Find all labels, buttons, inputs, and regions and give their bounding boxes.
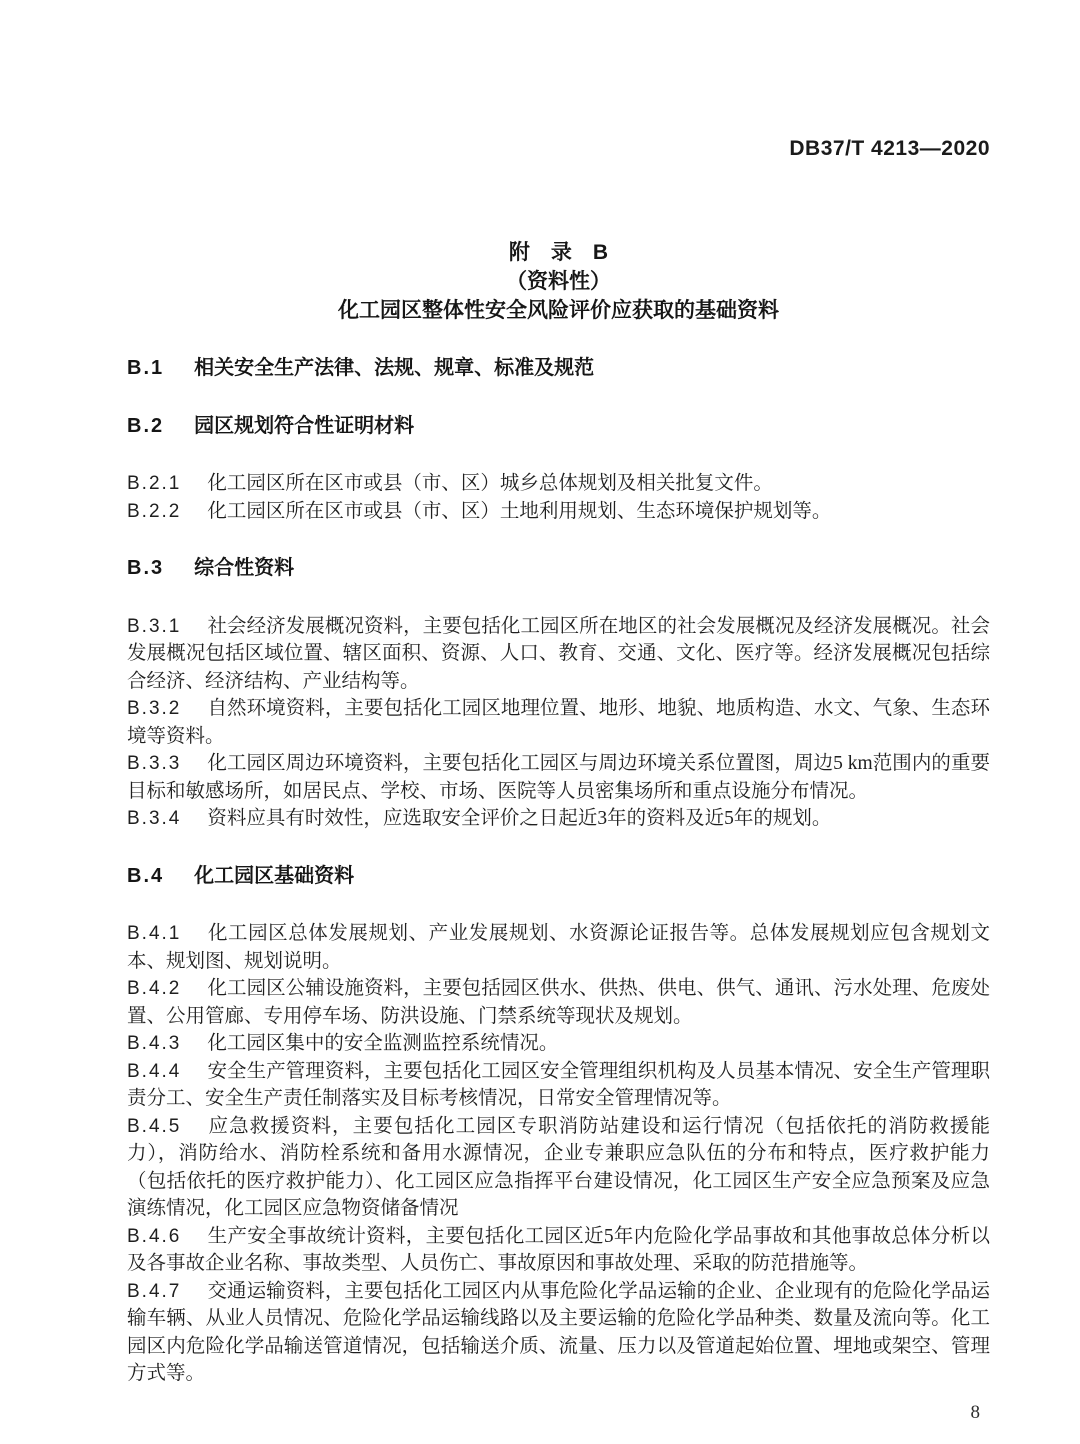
clause-number: B.3.3 <box>127 753 182 774</box>
clause-text: 化工园区所在区市或县（市、区）土地利用规划、生态环境保护规划等。 <box>207 500 832 522</box>
clause-paragraph-b-4-7 <box>127 1278 990 1388</box>
clause-paragraph-b-3-1 <box>127 613 990 696</box>
clause-number: B.3.2 <box>127 698 182 719</box>
clause-number: B.4.4 <box>127 1060 182 1082</box>
clause-text: 应急救援资料，主要包括化工园区专职消防站建设和运行情况（包括依托的消防救援能力），消防给水、消防栓系统和备用水源情况，企业专兼职应急队伍的分布和特点，医疗救护能力（包括依托的医疗救护能力）、化工园区应急指挥平台建设情况，化工园区生产安全应急预案及应急演练情况，化工园区应急物资储备情况 <box>127 1115 990 1219</box>
clause-text: 资料应具有时效性，应选取安全评价之日起近3年的资料及近5年的规划。 <box>207 808 832 829</box>
clause-number: B.3.4 <box>127 808 182 829</box>
clause-text: 化工园区总体发展规划、产业发展规划、水资源论证报告等。总体发展规划应包含规划文本、规划图、规划说明。 <box>127 923 990 972</box>
clause-paragraph-b-3-3 <box>127 750 990 805</box>
clause-text: 综合性资料 <box>194 557 295 579</box>
clause-number: B.4 <box>127 864 165 887</box>
section-heading-b-2 <box>127 413 990 441</box>
clause-number: B.2.2 <box>127 500 182 522</box>
clause-number: B.3.1 <box>127 615 182 637</box>
clause-text: 化工园区周边环境资料，主要包括化工园区与周边环境关系位置图，周边5 km范围内的重要目标和敏感场所，如居民点、学校、市场、医院等人员密集场所和重点设施分布情况。 <box>127 753 990 802</box>
appendix-classification: （资料性） <box>506 270 611 293</box>
appendix-label: 附 录 B <box>508 241 609 264</box>
clause-text: 化工园区公辅设施资料，主要包括园区供水、供热、供电、供气、通讯、污水处理、危废处置、公用管廊、专用停车场、防洪设施、门禁系统等现状及规划。 <box>127 978 990 1027</box>
clause-paragraph-b-4-6 <box>127 1223 990 1278</box>
clause-paragraph-b-4-1 <box>127 920 990 975</box>
clause-paragraph-b-3-2 <box>127 695 990 750</box>
clause-text: 自然环境资料，主要包括化工园区地理位置、地形、地貌、地质构造、水文、气象、生态环境等资料。 <box>127 698 990 747</box>
clause-text: 安全生产管理资料，主要包括化工园区安全管理组织机构及人员基本情况、安全生产管理职责分工、安全生产责任制落实及目标考核情况，日常安全管理情况等。 <box>127 1060 990 1109</box>
section-heading-b-1 <box>127 355 990 383</box>
clause-paragraph-b-2-2 <box>127 498 990 526</box>
clause-text: 相关安全生产法律、法规、规章、标准及规范 <box>194 357 595 379</box>
clause-text: 生产安全事故统计资料，主要包括化工园区近5年内危险化学品事故和其他事故总体分析以及各事故企业名称、事故类型、人员伤亡、事故原因和事故处理、采取的防范措施等。 <box>127 1225 990 1274</box>
section-heading-b-4 <box>127 863 990 891</box>
clause-text: 化工园区所在区市或县（市、区）城乡总体规划及相关批复文件。 <box>207 473 773 494</box>
clause-number: B.2.1 <box>127 473 182 494</box>
page-number: 8 <box>970 1402 980 1423</box>
appendix-title: 化工园区整体性安全风险评价应获取的基础资料 <box>338 299 779 322</box>
clause-text: 交通运输资料，主要包括化工园区内从事危险化学品运输的企业、企业现有的危险化学品运输车辆、从业人员情况、危险化学品运输线路以及主要运输的危险化学品种类、数量及流向等。化工园区内危险化学品输送管道情况，包括输送介质、流量、压力以及管道起始位置、埋地或架空、管理方式等。 <box>127 1280 990 1384</box>
clause-paragraph-b-4-2 <box>127 975 990 1030</box>
clause-paragraph-b-4-5 <box>127 1113 990 1223</box>
clause-paragraph-b-2-1 <box>127 470 990 498</box>
clause-text: 园区规划符合性证明材料 <box>194 414 415 437</box>
clause-text: 社会经济发展概况资料，主要包括化工园区所在地区的社会发展概况及经济发展概况。社会发展概况包括区域位置、辖区面积、资源、人口、教育、交通、文化、医疗等。经济发展概况包括综合经济、经济结构、产业结构等。 <box>127 615 990 692</box>
clause-number: B.4.7 <box>127 1280 182 1302</box>
clause-paragraph-b-4-4 <box>127 1058 990 1113</box>
clause-number: B.4.3 <box>127 1033 182 1054</box>
document-body <box>127 355 990 1388</box>
clause-number: B.2 <box>127 414 165 437</box>
clause-number: B.1 <box>127 357 165 379</box>
standard-number-header: DB37/T 4213—2020 <box>789 137 990 160</box>
clause-number: B.4.2 <box>127 978 182 999</box>
clause-number: B.4.6 <box>127 1225 182 1247</box>
clause-text: 化工园区集中的安全监测监控系统情况。 <box>207 1033 559 1054</box>
clause-paragraph-b-4-3 <box>127 1030 990 1058</box>
clause-number: B.4.1 <box>127 923 182 944</box>
clause-number: B.3 <box>127 557 165 579</box>
section-heading-b-3 <box>127 555 990 583</box>
clause-paragraph-b-3-4 <box>127 805 990 833</box>
appendix-title-block <box>127 238 990 325</box>
clause-text: 化工园区基础资料 <box>194 864 355 887</box>
clause-number: B.4.5 <box>127 1115 182 1137</box>
